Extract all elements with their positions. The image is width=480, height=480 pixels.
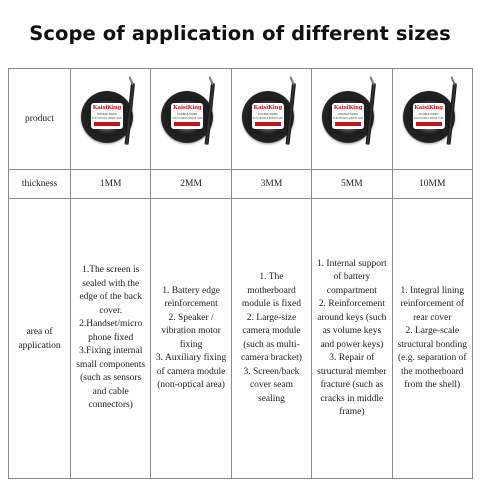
application-text: 1. Integral lining reinforcement of rear cover 2. Large-scale structural bonding (e.g. separation of the motherboard from the shell) (397, 285, 467, 390)
product-subtitle: DOUBLE-SIDED (338, 113, 359, 116)
product-cell-1mm (71, 69, 151, 170)
product-caption: ELECTRONICS REPAIR TAPE (172, 117, 203, 120)
product-image (71, 69, 151, 169)
product-caption: ELECTRONICS REPAIR TAPE (92, 117, 122, 120)
product-caption: ELECTRONICS REPAIR TAPE (413, 117, 444, 120)
spec-table (8, 68, 473, 479)
application-text: 1. Internal support of battery compartment 2. Reinforcement around keys (such as volume keys and power keys) 3. Repair of structural member fracture (such as cracks in middle frame) (316, 258, 387, 417)
thickness-row (9, 170, 473, 199)
product-caption: ELECTRONICS REPAIR TAPE (252, 117, 283, 120)
application-cell-2mm (151, 199, 231, 479)
product-brand: KaisiKing (173, 105, 202, 111)
thickness-value-10mm: 10MM (392, 170, 472, 199)
application-text: 1. Battery edge reinforcement 2. Speaker / vibration motor fixing 3. Auxiliary fixing of camera module (non-optical area) (155, 285, 227, 390)
row-label-product: product (9, 69, 71, 170)
thickness-value-3mm: 3MM (231, 170, 311, 199)
thickness-value-2mm: 2MM (151, 170, 231, 199)
thickness-value-5mm: 5MM (312, 170, 392, 199)
thickness-value-1mm: 1MM (71, 170, 151, 199)
product-image (393, 69, 473, 169)
product-subtitle: DOUBLE-SIDED (177, 113, 198, 116)
product-cell-5mm (312, 69, 392, 170)
application-text: 1. The motherboard module is fixed 2. Large-size camera module (such as multi-camera bracket) 3. Screen/back cover seam sealing (241, 272, 302, 404)
application-cell-5mm (312, 199, 392, 479)
product-brand: KaisiKing (92, 105, 122, 111)
product-image (232, 69, 312, 169)
row-label-area (9, 199, 71, 479)
product-cell-2mm (151, 69, 231, 170)
row-label-thickness: thickness (9, 170, 71, 199)
product-subtitle: DOUBLE-SIDED (257, 113, 278, 116)
product-caption: ELECTRONICS REPAIR TAPE (333, 117, 364, 120)
page-title: Scope of application of different sizes (29, 22, 451, 45)
application-row (9, 199, 473, 479)
application-text: 1.The screen is sealed with the edge of the back cover. 2.Handset/micro phone fixed 3.Fixing internal small components (such as sensors and cable connectors) (76, 265, 146, 411)
product-brand: KaisiKing (253, 105, 283, 111)
product-image (151, 69, 231, 169)
product-cell-3mm (231, 69, 311, 170)
product-cell-10mm (392, 69, 472, 170)
row-label-area-text: area of application (18, 326, 61, 351)
product-brand: KaisiKing (333, 105, 363, 111)
product-subtitle: DOUBLE-SIDED (97, 113, 117, 116)
application-cell-3mm (231, 199, 311, 479)
application-cell-1mm (71, 199, 151, 479)
application-cell-10mm (392, 199, 472, 479)
product-brand: KaisiKing (414, 105, 443, 111)
product-image (312, 69, 392, 169)
product-row (9, 69, 473, 170)
product-subtitle: DOUBLE-SIDED (418, 113, 439, 116)
